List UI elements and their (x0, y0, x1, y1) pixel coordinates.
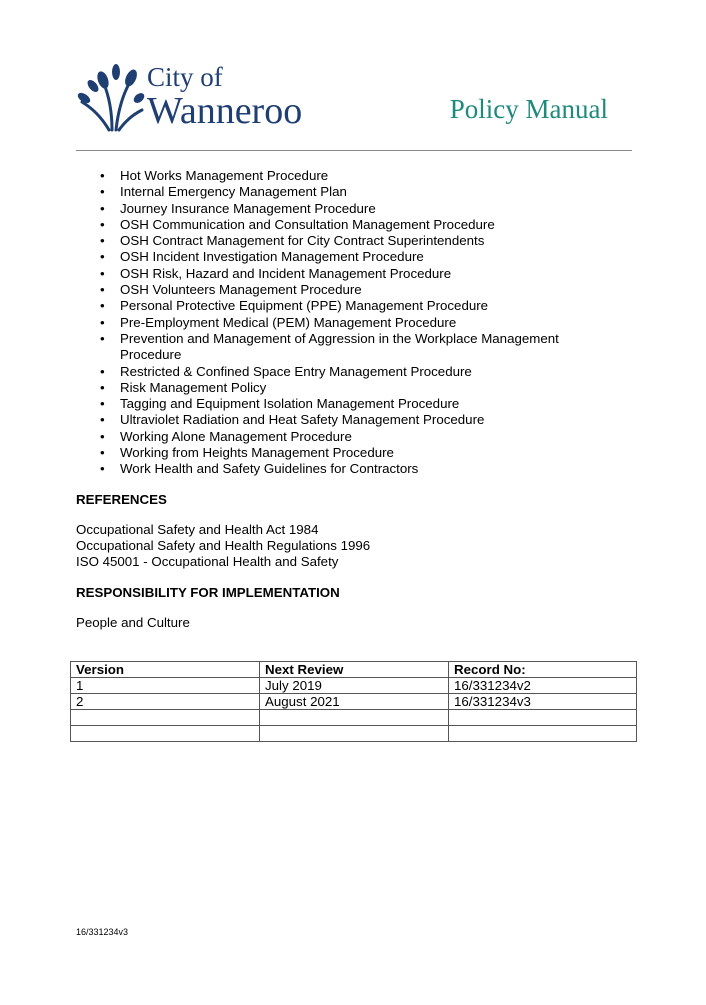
bullet-icon: • (100, 216, 105, 232)
column-header: Version (71, 662, 260, 678)
bullet-icon: • (100, 363, 105, 379)
bullet-icon: • (100, 412, 105, 428)
list-item (98, 201, 618, 217)
list-item (98, 315, 618, 331)
responsibility-text: People and Culture (76, 615, 190, 630)
table-cell (260, 726, 449, 742)
bullet-icon: • (100, 379, 105, 395)
list-item (98, 331, 618, 364)
list-item-text: OSH Contract Management for City Contract Superintendents (120, 233, 485, 249)
table-cell (260, 710, 449, 726)
logo-wanneroo-text: Wanneroo (147, 90, 303, 132)
list-item-text: Work Health and Safety Guidelines for Contractors (120, 461, 419, 477)
list-item (98, 282, 618, 298)
list-item-text: Restricted & Confined Space Entry Management Procedure (120, 363, 472, 379)
bullet-icon: • (100, 445, 105, 461)
list-item (98, 217, 618, 233)
kangaroo-paw-logo-icon (76, 64, 146, 132)
references-list (76, 522, 370, 570)
list-item-text: Journey Insurance Management Procedure (120, 200, 376, 216)
bullet-icon: • (100, 233, 105, 249)
footer-record-number: 16/331234v3 (76, 927, 129, 937)
reference-line: ISO 45001 - Occupational Health and Safety (76, 554, 339, 569)
reference-line: Occupational Safety and Health Regulations 1996 (76, 538, 371, 553)
list-item-text: Tagging and Equipment Isolation Management Procedure (120, 396, 460, 412)
list-item-text: Working from Heights Management Procedure (120, 445, 394, 461)
table-cell: July 2019 (260, 678, 449, 694)
related-documents-list (98, 168, 618, 478)
list-item (98, 412, 618, 428)
list-item (98, 298, 618, 314)
policy-manual-title: Policy Manual (449, 94, 608, 124)
list-item-text: Risk Management Policy (120, 379, 267, 395)
list-item-text: OSH Communication and Consultation Management Procedure (120, 216, 495, 232)
list-item (98, 184, 618, 200)
list-item (98, 266, 618, 282)
bullet-icon: • (100, 184, 105, 200)
list-item (98, 249, 618, 265)
bullet-icon: • (100, 461, 105, 477)
list-item-text: Prevention and Management of Aggression in the Workplace Management Procedure (120, 330, 559, 363)
list-item (98, 429, 618, 445)
table-row (71, 678, 637, 694)
table-cell (71, 710, 260, 726)
city-of-wanneroo-logo (76, 62, 326, 136)
table-row (71, 694, 637, 710)
list-item-text: Working Alone Management Procedure (120, 428, 352, 444)
table-cell (449, 710, 637, 726)
list-item-text: Personal Protective Equipment (PPE) Management Procedure (120, 298, 489, 314)
responsibility-heading: RESPONSIBILITY FOR IMPLEMENTATION (76, 585, 340, 600)
list-item-text: OSH Risk, Hazard and Incident Management Procedure (120, 265, 452, 281)
bullet-icon: • (100, 249, 105, 265)
list-item (98, 233, 618, 249)
bullet-icon: • (100, 168, 105, 183)
list-item-text: OSH Volunteers Management Procedure (120, 282, 362, 298)
table-cell: 16/331234v3 (449, 694, 637, 710)
logo-city-of-text: City of (147, 62, 223, 92)
bullet-icon: • (100, 314, 105, 330)
list-item-text: Ultraviolet Radiation and Heat Safety Management Procedure (120, 412, 485, 428)
list-item (98, 380, 618, 396)
table-cell: August 2021 (260, 694, 449, 710)
bullet-icon: • (100, 265, 105, 281)
table-cell: 2 (71, 694, 260, 710)
version-history-table (70, 661, 637, 742)
table-row (71, 710, 637, 726)
bullet-icon: • (100, 298, 105, 314)
table-cell: 16/331234v2 (449, 678, 637, 694)
list-item (98, 461, 618, 477)
column-header: Next Review (260, 662, 449, 678)
reference-line: Occupational Safety and Health Act 1984 (76, 522, 319, 537)
bullet-icon: • (100, 330, 105, 346)
table-row (71, 726, 637, 742)
list-item-text: Pre-Employment Medical (PEM) Management Procedure (120, 314, 457, 330)
header-divider (76, 150, 632, 151)
bullet-icon: • (100, 282, 105, 298)
table-cell: 1 (71, 678, 260, 694)
list-item-text: OSH Incident Investigation Management Procedure (120, 249, 424, 265)
list-item (98, 364, 618, 380)
list-item (98, 396, 618, 412)
table-cell (71, 726, 260, 742)
column-header: Record No: (449, 662, 637, 678)
bullet-icon: • (100, 428, 105, 444)
bullet-icon: • (100, 200, 105, 216)
table-header-row (71, 662, 637, 678)
bullet-icon: • (100, 396, 105, 412)
list-item-text: Internal Emergency Management Plan (120, 184, 347, 200)
list-item-text: Hot Works Management Procedure (120, 168, 329, 183)
list-item (98, 445, 618, 461)
list-item (98, 168, 618, 184)
references-heading: REFERENCES (76, 492, 167, 507)
table-cell (449, 726, 637, 742)
